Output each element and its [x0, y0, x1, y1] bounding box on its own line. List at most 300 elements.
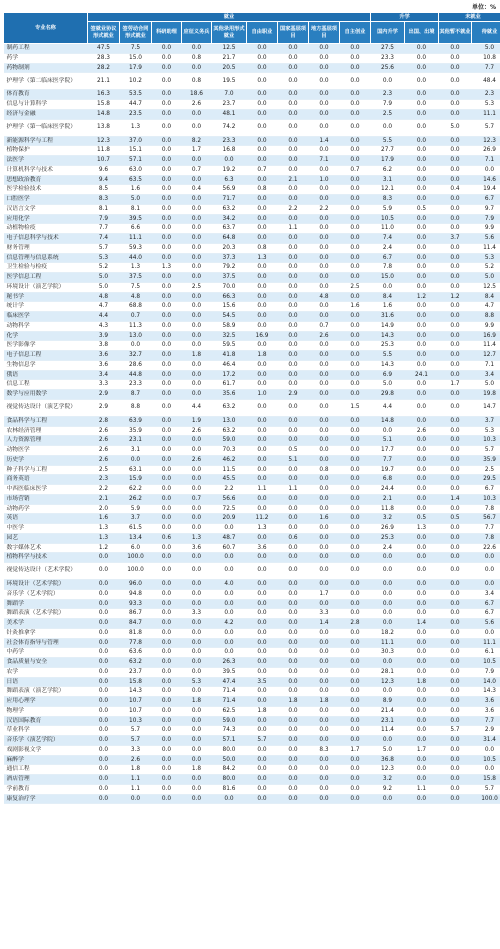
value-cell: 0.0	[309, 485, 340, 495]
value-cell: 4.4	[88, 312, 120, 322]
table-row	[4, 195, 500, 205]
value-cell: 1.8	[278, 697, 309, 707]
value-cell: 2.6	[88, 426, 120, 436]
value-cell: 0.8	[182, 73, 212, 90]
value-cell: 2.6	[405, 426, 439, 436]
value-cell: 0.0	[340, 543, 371, 553]
value-cell: 0.0	[371, 580, 405, 590]
value-cell: 0.0	[152, 745, 182, 755]
value-cell: 1.1	[120, 784, 152, 794]
value-cell: 0.0	[88, 580, 120, 590]
value-cell: 0.0	[309, 253, 340, 263]
header-group-unemployed: 未就业	[439, 13, 500, 22]
major-name-cell: 中药学	[4, 648, 88, 658]
value-cell: 0.0	[88, 775, 120, 785]
value-cell: 0.0	[152, 716, 182, 726]
table-row	[4, 63, 500, 73]
table-row	[4, 485, 500, 495]
value-cell: 0.0	[247, 436, 278, 446]
value-cell: 0.0	[405, 263, 439, 273]
value-cell: 0.0	[182, 312, 212, 322]
table-row	[4, 331, 500, 341]
value-cell: 0.0	[152, 165, 182, 175]
value-cell: 93.3	[120, 599, 152, 609]
value-cell: 5.7	[439, 726, 472, 736]
major-name-cell: 法医学	[4, 156, 88, 166]
table-row	[4, 380, 500, 390]
value-cell: 0.0	[152, 475, 182, 485]
value-cell: 0.0	[340, 214, 371, 224]
major-name-cell: 护理学（第二临床医学院）	[4, 73, 88, 90]
value-cell: 27.7	[371, 146, 405, 156]
value-cell: 0.0	[247, 553, 278, 563]
value-cell: 0.0	[278, 44, 309, 54]
value-cell: 0.0	[439, 628, 472, 638]
value-cell: 3.7	[120, 514, 152, 524]
value-cell: 63.6	[120, 648, 152, 658]
value-cell: 0.0	[405, 73, 439, 90]
value-cell: 0.7	[182, 165, 212, 175]
value-cell: 28.1	[371, 667, 405, 677]
value-cell: 0.0	[152, 775, 182, 785]
value-cell: 0.0	[152, 73, 182, 90]
value-cell: 44.7	[120, 100, 152, 110]
table-row	[4, 341, 500, 351]
value-cell: 84.7	[120, 619, 152, 629]
value-cell: 0.0	[152, 146, 182, 156]
value-cell: 0.0	[472, 563, 500, 580]
value-cell: 3.3	[309, 609, 340, 619]
value-cell: 0.0	[439, 648, 472, 658]
value-cell: 0.0	[405, 553, 439, 563]
value-cell: 74.2	[212, 119, 247, 136]
value-cell: 0.0	[247, 292, 278, 302]
value-cell: 0.0	[405, 687, 439, 697]
value-cell: 1.1	[247, 485, 278, 495]
value-cell: 7.8	[371, 263, 405, 273]
value-cell: 72.5	[212, 504, 247, 514]
major-name-cell: 农林经济管理	[4, 426, 88, 436]
value-cell: 0.0	[182, 321, 212, 331]
major-name-cell: 学前教育	[4, 784, 88, 794]
value-cell: 0.0	[340, 234, 371, 244]
value-cell: 7.7	[88, 224, 120, 234]
value-cell: 0.0	[309, 794, 340, 804]
table-row	[4, 234, 500, 244]
value-cell: 3.4	[472, 589, 500, 599]
value-cell: 0.0	[182, 195, 212, 205]
value-cell: 14.3	[371, 360, 405, 370]
major-name-cell: 信息与计算科学	[4, 100, 88, 110]
value-cell: 11.1	[371, 638, 405, 648]
value-cell: 0.0	[340, 370, 371, 380]
value-cell: 2.6	[120, 755, 152, 765]
value-cell: 0.0	[340, 697, 371, 707]
table-row	[4, 524, 500, 534]
value-cell: 0.0	[182, 784, 212, 794]
value-cell: 71.7	[212, 195, 247, 205]
table-row	[4, 136, 500, 146]
value-cell: 0.0	[247, 302, 278, 312]
value-cell: 0.0	[182, 253, 212, 263]
value-cell: 70.3	[212, 446, 247, 456]
value-cell: 16.3	[88, 90, 120, 100]
value-cell: 0.0	[340, 658, 371, 668]
header-col: 自由职业	[247, 22, 278, 44]
value-cell: 26.2	[120, 494, 152, 504]
value-cell: 0.0	[152, 234, 182, 244]
value-cell: 0.0	[88, 599, 120, 609]
value-cell: 0.0	[152, 243, 182, 253]
value-cell: 0.0	[340, 563, 371, 580]
value-cell: 0.0	[278, 638, 309, 648]
value-cell: 0.0	[278, 165, 309, 175]
value-cell: 25.6	[371, 63, 405, 73]
table-row	[4, 755, 500, 765]
value-cell: 0.4	[182, 185, 212, 195]
value-cell: 74.3	[212, 726, 247, 736]
value-cell: 0.0	[152, 195, 182, 205]
value-cell: 0.0	[212, 156, 247, 166]
value-cell: 0.0	[340, 475, 371, 485]
value-cell: 1.2	[439, 292, 472, 302]
value-cell: 0.0	[439, 390, 472, 400]
major-name-cell: 口腔医学	[4, 195, 88, 205]
value-cell: 3.6	[88, 351, 120, 361]
value-cell: 0.0	[182, 619, 212, 629]
value-cell: 0.0	[439, 253, 472, 263]
value-cell: 5.0	[88, 273, 120, 283]
table-row	[4, 580, 500, 590]
value-cell: 0.0	[182, 360, 212, 370]
major-name-cell: 临床医学	[4, 312, 88, 322]
value-cell: 0.0	[278, 73, 309, 90]
major-name-cell: 物理学	[4, 706, 88, 716]
table-row	[4, 263, 500, 273]
value-cell: 15.8	[120, 677, 152, 687]
value-cell: 0.0	[340, 648, 371, 658]
value-cell: 0.0	[340, 273, 371, 283]
value-cell: 0.0	[405, 628, 439, 638]
major-name-cell: 商务英语	[4, 475, 88, 485]
value-cell: 0.0	[212, 628, 247, 638]
table-row	[4, 204, 500, 214]
value-cell: 2.6	[309, 331, 340, 341]
value-cell: 0.0	[278, 156, 309, 166]
table-row	[4, 109, 500, 119]
value-cell: 5.0	[88, 282, 120, 292]
value-cell: 0.0	[278, 341, 309, 351]
value-cell: 14.6	[472, 175, 500, 185]
value-cell: 36.8	[371, 755, 405, 765]
header-col: 签就业协议形式就业	[88, 22, 120, 44]
value-cell: 0.0	[405, 360, 439, 370]
value-cell: 0.0	[247, 234, 278, 244]
value-cell: 0.0	[152, 341, 182, 351]
value-cell: 0.0	[152, 736, 182, 746]
table-row	[4, 282, 500, 292]
value-cell: 81.8	[120, 628, 152, 638]
value-cell: 0.0	[340, 465, 371, 475]
value-cell: 0.0	[405, 214, 439, 224]
value-cell: 0.0	[88, 619, 120, 629]
value-cell: 0.0	[278, 100, 309, 110]
value-cell: 10.5	[371, 214, 405, 224]
value-cell: 80.0	[212, 775, 247, 785]
table-row	[4, 494, 500, 504]
value-cell: 5.0	[472, 273, 500, 283]
value-cell: 56.9	[212, 185, 247, 195]
major-name-cell: 动植物检疫	[4, 224, 88, 234]
value-cell: 15.9	[120, 475, 152, 485]
value-cell: 0.0	[247, 755, 278, 765]
value-cell: 27.5	[371, 44, 405, 54]
major-name-cell: 人力资源管理	[4, 436, 88, 446]
value-cell: 4.7	[472, 302, 500, 312]
value-cell: 1.6	[340, 302, 371, 312]
value-cell: 0.0	[309, 775, 340, 785]
value-cell: 7.7	[472, 524, 500, 534]
value-cell: 0.0	[152, 465, 182, 475]
value-cell: 0.0	[182, 580, 212, 590]
value-cell: 0.0	[278, 63, 309, 73]
value-cell: 6.7	[472, 195, 500, 205]
value-cell: 0.0	[278, 687, 309, 697]
value-cell: 11.3	[120, 321, 152, 331]
table-row	[4, 185, 500, 195]
value-cell: 0.0	[340, 100, 371, 110]
value-cell: 0.0	[247, 341, 278, 351]
value-cell: 37.3	[212, 253, 247, 263]
value-cell: 0.0	[278, 775, 309, 785]
value-cell: 9.4	[88, 175, 120, 185]
value-cell: 0.0	[152, 370, 182, 380]
value-cell: 0.0	[182, 302, 212, 312]
value-cell: 0.0	[182, 524, 212, 534]
value-cell: 15.0	[371, 273, 405, 283]
value-cell: 23.1	[371, 716, 405, 726]
value-cell: 0.0	[247, 775, 278, 785]
value-cell: 8.4	[371, 292, 405, 302]
value-cell: 0.0	[182, 628, 212, 638]
value-cell: 0.0	[309, 563, 340, 580]
value-cell: 0.0	[439, 446, 472, 456]
value-cell: 0.0	[309, 243, 340, 253]
value-cell: 39.5	[212, 667, 247, 677]
major-name-cell: 动物科学	[4, 321, 88, 331]
value-cell: 7.1	[472, 156, 500, 166]
table-row	[4, 589, 500, 599]
value-cell: 0.0	[439, 677, 472, 687]
value-cell: 14.3	[472, 687, 500, 697]
value-cell: 0.0	[152, 224, 182, 234]
value-cell: 14.0	[472, 677, 500, 687]
value-cell: 3.3	[88, 380, 120, 390]
value-cell: 100.0	[120, 563, 152, 580]
value-cell: 6.6	[120, 224, 152, 234]
value-cell: 0.0	[340, 73, 371, 90]
value-cell: 2.4	[371, 243, 405, 253]
value-cell: 0.0	[152, 687, 182, 697]
header-group-further: 升学	[371, 13, 439, 22]
major-name-cell: 财务管理	[4, 243, 88, 253]
value-cell: 0.0	[340, 109, 371, 119]
value-cell: 16.9	[247, 331, 278, 341]
value-cell: 0.0	[88, 638, 120, 648]
value-cell: 21.1	[88, 73, 120, 90]
table-row	[4, 90, 500, 100]
table-row	[4, 794, 500, 804]
value-cell: 0.0	[309, 784, 340, 794]
major-name-cell: 动物药学	[4, 504, 88, 514]
value-cell: 1.8	[309, 697, 340, 707]
major-name-cell: 体育教育	[4, 90, 88, 100]
value-cell: 0.0	[309, 638, 340, 648]
value-cell: 5.9	[371, 204, 405, 214]
value-cell: 0.0	[152, 321, 182, 331]
value-cell: 0.0	[182, 599, 212, 609]
value-cell: 1.0	[247, 390, 278, 400]
value-cell: 0.0	[278, 765, 309, 775]
value-cell: 0.0	[152, 292, 182, 302]
value-cell: 0.0	[309, 185, 340, 195]
header-col: 国家基层项目	[278, 22, 309, 44]
value-cell: 5.2	[88, 263, 120, 273]
value-cell: 0.0	[371, 563, 405, 580]
value-cell: 0.0	[212, 524, 247, 534]
value-cell: 10.2	[120, 73, 152, 90]
value-cell: 0.0	[247, 563, 278, 580]
value-cell: 0.0	[340, 321, 371, 331]
value-cell: 23.3	[212, 136, 247, 146]
value-cell: 13.0	[120, 331, 152, 341]
value-cell: 0.0	[88, 658, 120, 668]
value-cell: 0.0	[439, 63, 472, 73]
major-name-cell: 康复治疗学	[4, 794, 88, 804]
value-cell: 2.9	[278, 390, 309, 400]
value-cell: 12.5	[212, 44, 247, 54]
table-row	[4, 648, 500, 658]
major-name-cell: 俄语	[4, 370, 88, 380]
value-cell: 0.0	[182, 390, 212, 400]
value-cell: 0.0	[247, 263, 278, 273]
value-cell: 2.8	[340, 619, 371, 629]
table-row	[4, 73, 500, 90]
value-cell: 0.0	[152, 455, 182, 465]
major-name-cell: 草业科学	[4, 726, 88, 736]
value-cell: 5.9	[120, 504, 152, 514]
value-cell: 0.0	[152, 100, 182, 110]
value-cell: 9.9	[472, 321, 500, 331]
value-cell: 2.1	[371, 494, 405, 504]
value-cell: 5.0	[439, 119, 472, 136]
value-cell: 80.0	[212, 745, 247, 755]
value-cell: 15.8	[88, 100, 120, 110]
value-cell: 17.9	[120, 63, 152, 73]
value-cell: 0.0	[439, 543, 472, 553]
value-cell: 0.0	[278, 253, 309, 263]
value-cell: 0.0	[309, 716, 340, 726]
value-cell: 0.0	[371, 282, 405, 292]
value-cell: 0.0	[182, 485, 212, 495]
value-cell: 0.0	[340, 63, 371, 73]
value-cell: 0.0	[278, 465, 309, 475]
value-cell: 3.7	[439, 234, 472, 244]
value-cell: 1.8	[247, 706, 278, 716]
value-cell: 5.7	[472, 784, 500, 794]
value-cell: 5.0	[371, 380, 405, 390]
value-cell: 0.0	[152, 273, 182, 283]
value-cell: 0.0	[182, 331, 212, 341]
value-cell: 1.5	[340, 399, 371, 416]
value-cell: 0.0	[278, 263, 309, 273]
value-cell: 0.0	[472, 765, 500, 775]
value-cell: 0.0	[309, 524, 340, 534]
value-cell: 0.0	[309, 726, 340, 736]
value-cell: 0.6	[152, 533, 182, 543]
value-cell: 8.8	[120, 399, 152, 416]
value-cell: 1.1	[278, 485, 309, 495]
table-row	[4, 706, 500, 716]
value-cell: 5.7	[88, 243, 120, 253]
value-cell: 0.0	[247, 282, 278, 292]
value-cell: 0.0	[439, 775, 472, 785]
value-cell: 0.0	[340, 775, 371, 785]
value-cell: 0.0	[152, 589, 182, 599]
value-cell: 0.0	[309, 146, 340, 156]
value-cell: 0.0	[340, 706, 371, 716]
value-cell: 15.8	[472, 775, 500, 785]
value-cell: 0.0	[439, 745, 472, 755]
value-cell: 14.3	[120, 687, 152, 697]
value-cell: 0.0	[182, 234, 212, 244]
value-cell: 0.0	[340, 243, 371, 253]
value-cell: 0.0	[152, 485, 182, 495]
value-cell: 0.0	[439, 321, 472, 331]
value-cell: 45.5	[212, 475, 247, 485]
value-cell: 0.0	[371, 73, 405, 90]
value-cell: 0.0	[405, 716, 439, 726]
value-cell: 0.0	[340, 53, 371, 63]
value-cell: 0.0	[278, 475, 309, 485]
value-cell: 0.0	[88, 697, 120, 707]
value-cell: 8.4	[472, 292, 500, 302]
value-cell: 5.5	[371, 136, 405, 146]
value-cell: 0.0	[405, 156, 439, 166]
value-cell: 0.0	[340, 628, 371, 638]
value-cell: 10.3	[120, 716, 152, 726]
value-cell: 12.1	[371, 185, 405, 195]
value-cell: 7.4	[371, 234, 405, 244]
value-cell: 14.9	[371, 321, 405, 331]
value-cell: 7.9	[472, 667, 500, 677]
value-cell: 41.8	[212, 351, 247, 361]
value-cell: 0.0	[247, 533, 278, 543]
value-cell: 0.0	[340, 504, 371, 514]
value-cell: 3.6	[88, 360, 120, 370]
value-cell: 0.0	[152, 706, 182, 716]
value-cell: 11.0	[371, 224, 405, 234]
value-cell: 0.0	[212, 609, 247, 619]
value-cell: 39.5	[120, 214, 152, 224]
value-cell: 0.0	[439, 475, 472, 485]
value-cell: 0.0	[405, 485, 439, 495]
value-cell: 0.0	[152, 156, 182, 166]
value-cell: 57.1	[120, 156, 152, 166]
value-cell: 0.0	[340, 485, 371, 495]
value-cell: 0.0	[182, 175, 212, 185]
value-cell: 0.0	[182, 726, 212, 736]
